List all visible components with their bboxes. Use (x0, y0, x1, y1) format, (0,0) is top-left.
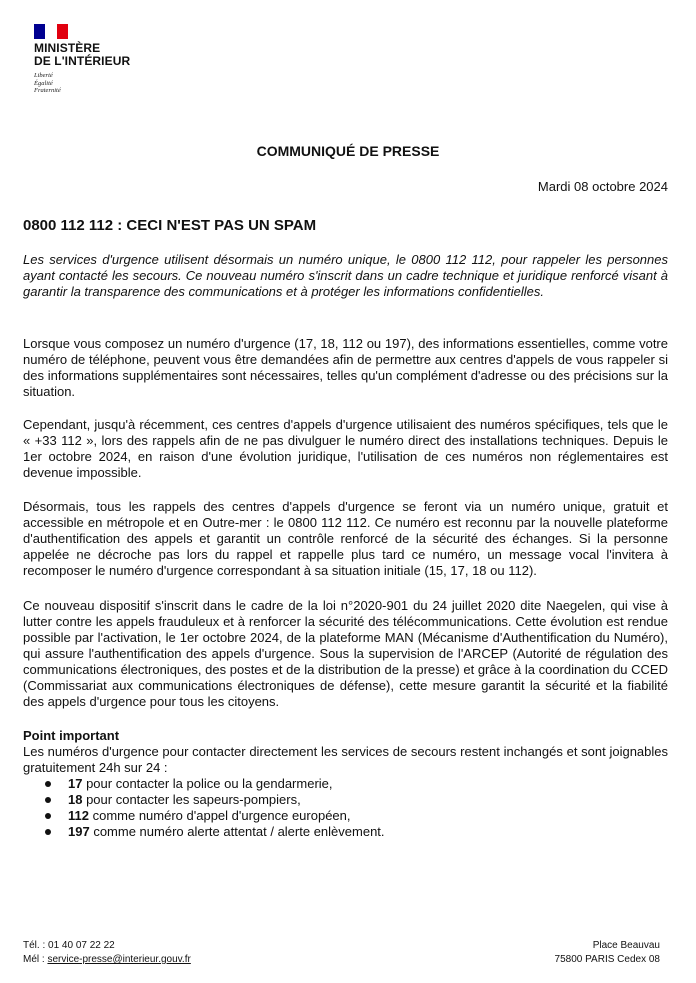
list-item: 197 comme numéro alerte attentat / alerte enlèvement. (23, 824, 385, 840)
paragraph: Cependant, jusqu'à récemment, ces centres d'appels d'urgence utilisaient des numéros spécifiques, tels que le « +33 112 », lors des rappels afin de ne pas divulguer le numéro direct des installations techniques. Depuis le 1er octobre 2024, en raison d'une évolution juridique, l'utilisation de ces numéros non réglementaires est devenue impossible. (23, 417, 668, 480)
bullet-icon (45, 781, 51, 787)
important-text: Les numéros d'urgence pour contacter directement les services de secours restent inchangés et sont joignables gratuitement 24h sur 24 : (23, 744, 668, 775)
emergency-numbers-list (23, 776, 385, 840)
headline: 0800 112 112 : CECI N'EST PAS UN SPAM (23, 217, 317, 234)
flag-icon (34, 24, 68, 39)
email-link[interactable]: service-presse@interieur.gouv.fr (47, 954, 191, 965)
ministry-name: MINISTÈRE DE L'INTÉRIEUR (34, 41, 131, 68)
bullet-icon (45, 797, 51, 803)
contact-info: Tél. : 01 40 07 22 22 Mél : service-presse@interieur.gouv.fr (23, 940, 191, 965)
list-item: 18 pour contacter les sapeurs-pompiers, (23, 792, 385, 808)
paragraph: Ce nouveau dispositif s'inscrit dans le cadre de la loi n°2020-901 du 24 juillet 2020 dite Naegelen, qui vise à lutter contre les appels frauduleux et à renforcer la sécurité des télécommunications. Cette évolution est rendue possible par l'activation, le 1er octobre 2024, de la plateforme MAN (Mécanisme d'Authentification du Numéro), qui assure l'authentification des appels d'urgence. Sous la supervision de l'ARCEP (Autorité de régulation des communications électroniques, des postes et de la distribution de la presse) et grâce à la coordination du CCED (Commissariat aux communications électroniques de défense), cette mesure garantit la sécurité et la fiabilité des appels d'urgence pour tous les citoyens. (23, 598, 668, 709)
important-title: Point important (23, 728, 120, 743)
list-item: 17 pour contacter la police ou la gendarmerie, (23, 776, 385, 792)
paragraph: Désormais, tous les rappels des centres d'appels d'urgence se feront via un numéro unique, gratuit et accessible en métropole et en Outre-mer : le 0800 112 112. Ce numéro est reconnu par la nouvelle plateforme d'authentification des appels et garantit un contrôle renforcé de la sécurité des échanges. Si la personne appelée ne décroche pas lors du rappel et rappelle plus tard ce numéro, un message vocal l'invitera à recomposer le numéro d'urgence correspondant à sa situation initiale (15, 17, 18 ou 112). (23, 499, 668, 578)
document-type: COMMUNIQUÉ DE PRESSE (256, 143, 440, 159)
bullet-icon (45, 829, 51, 835)
intro-paragraph: Les services d'urgence utilisent désormais un numéro unique, le 0800 112 112, pour rappeler les personnes ayant contacté les secours. Ce nouveau numéro s'inscrit dans un cadre technique et juridique renforcé visant à garantir la transparence des communications et à protéger les informations confidentielles. (23, 252, 668, 299)
ministry-logo (34, 24, 130, 95)
republic-motto: Liberté Égalité Fraternité (34, 72, 61, 94)
list-item: 112 comme numéro d'appel d'urgence européen, (23, 808, 385, 824)
postal-address: Place Beauvau 75800 PARIS Cedex 08 (554, 940, 660, 965)
phone-number: 01 40 07 22 22 (48, 940, 115, 951)
bullet-icon (45, 813, 51, 819)
publication-date: Mardi 08 octobre 2024 (537, 179, 668, 194)
paragraph: Lorsque vous composez un numéro d'urgence (17, 18, 112 ou 197), des informations essentielles, comme votre numéro de téléphone, peuvent vous être demandées afin de permettre aux centres d'appels de vous rappeler si des informations supplémentaires sont nécessaires, telles qu'un complément d'adresse ou des précisions sur la situation. (23, 336, 668, 399)
